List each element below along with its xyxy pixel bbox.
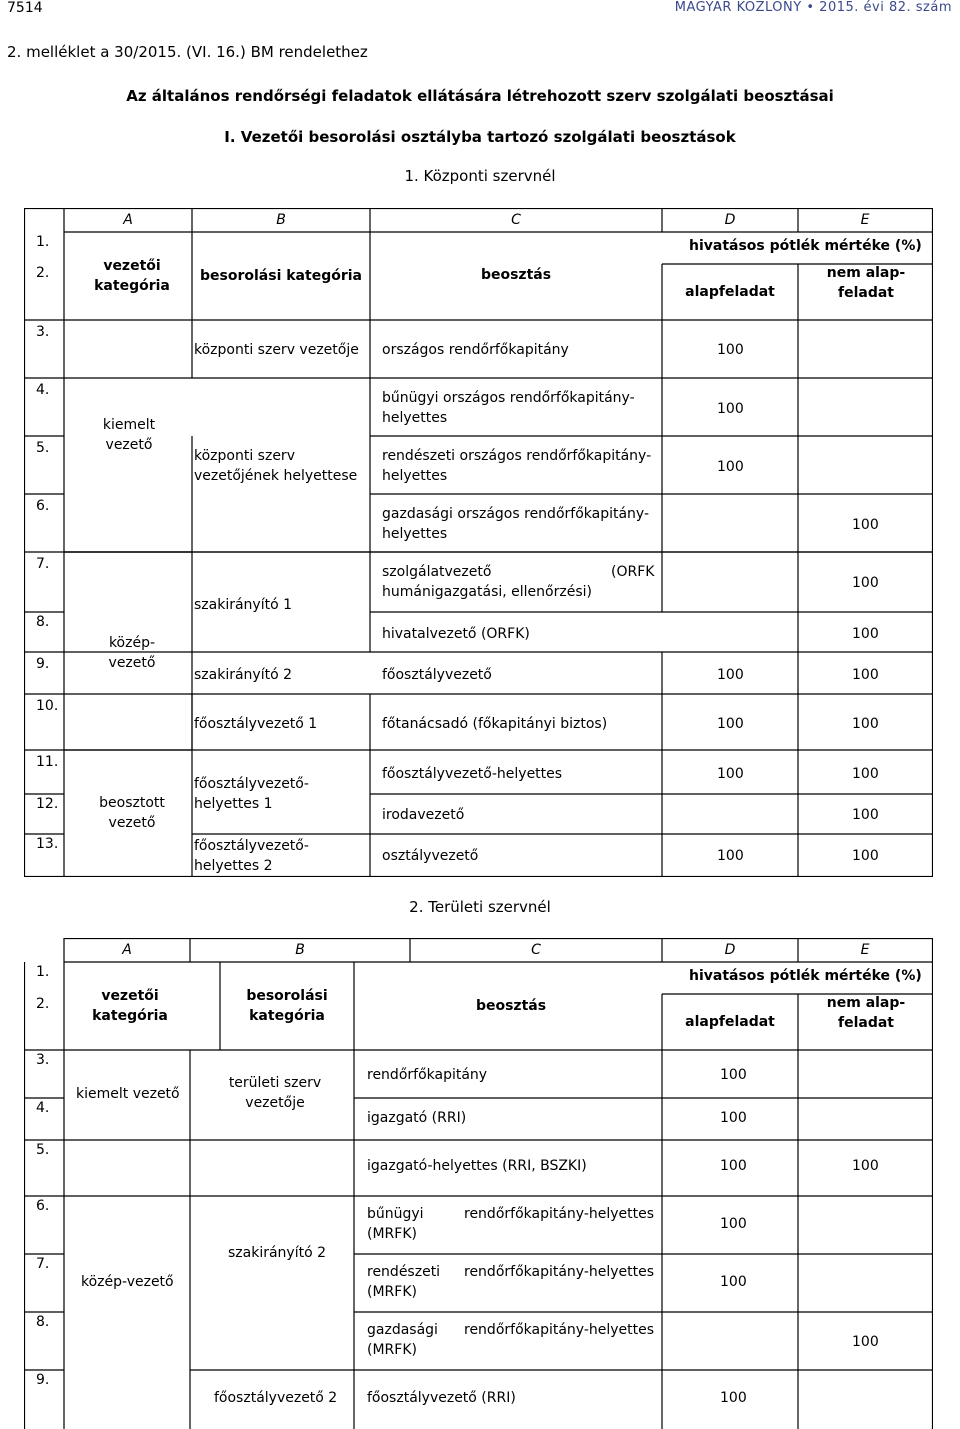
publication-name: MAGYAR KÖZLÖNY <box>674 0 802 15</box>
table1 <box>24 208 933 877</box>
page-number: 7514 <box>7 0 43 16</box>
col-letter-a: A <box>123 212 133 228</box>
cell-r7-c2: rendőrfőkapitány-helyettes <box>464 1264 655 1280</box>
cell-r4-d: 100 <box>717 401 744 417</box>
head-nem-alapfeladat: nem alap-feladat <box>826 995 906 1031</box>
head-potlek: hivatásos pótlék mértéke (%) <box>689 968 922 984</box>
row-number: 3. <box>36 324 50 340</box>
cell-r9-e: 100 <box>852 667 879 683</box>
cell-r7-c3: humánigazgatási, ellenőrzési) <box>382 584 592 600</box>
head-besorolasi-kategoria: besorolási kategória <box>200 268 362 284</box>
cell-r3-b: központi szerv vezetője <box>194 342 359 358</box>
row-number: 2. <box>36 265 50 281</box>
cell-r4-c: bűnügyi országos rendőrfőkapitány-helyettes <box>382 390 635 426</box>
cell-r8-e: 100 <box>852 626 879 642</box>
cell-r9-d: 100 <box>720 1390 747 1406</box>
cell-r13-c: osztályvezető <box>382 848 479 864</box>
cell-r7-d: 100 <box>720 1274 747 1290</box>
cell-r11-d: 100 <box>717 766 744 782</box>
col-letter-a: A <box>122 942 132 958</box>
cell-kiemelt-vezeto: kiemelt vezető <box>102 417 156 453</box>
cell-r3-c: rendőrfőkapitány <box>367 1067 488 1083</box>
cell-r4-c: igazgató (RRI) <box>367 1110 467 1126</box>
cell-r6-c2: rendőrfőkapitány-helyettes <box>464 1206 655 1222</box>
head-beosztas: beosztás <box>480 267 552 283</box>
head-beosztas: beosztás <box>475 998 547 1014</box>
bullet-separator: • <box>806 0 820 15</box>
cell-r5-e: 100 <box>852 1158 879 1174</box>
row-number: 6. <box>36 498 50 514</box>
cell-kozep-vezeto: közép-vezető <box>81 1274 174 1290</box>
head-potlek: hivatásos pótlék mértéke (%) <box>689 238 922 254</box>
cell-r10-e: 100 <box>852 716 879 732</box>
head-vezetoi-kategoria: vezetői kategória <box>92 988 168 1024</box>
col-letter-e: E <box>860 212 870 228</box>
cell-r3-c: országos rendőrfőkapitány <box>382 342 569 358</box>
cell-r4-d: 100 <box>720 1110 747 1126</box>
cell-r5-d: 100 <box>717 459 744 475</box>
issue-number: 2015. évi 82. szám <box>819 0 952 15</box>
row-number: 9. <box>36 656 50 672</box>
cell-r9-b: főosztályvezető 2 <box>214 1390 338 1406</box>
col-letter-e: E <box>860 942 870 958</box>
cell-r5-c: rendészeti országos rendőrfőkapitány-helyettes <box>382 448 652 484</box>
row-number: 7. <box>36 1256 50 1272</box>
row-number: 1. <box>36 234 50 250</box>
table2-caption: 2. Területi szervnél <box>409 898 551 916</box>
row-number: 13. <box>36 836 59 852</box>
col-letter-b: B <box>295 942 305 958</box>
cell-r9-d: 100 <box>717 667 744 683</box>
cell-r13-e: 100 <box>852 848 879 864</box>
table1-caption: 1. Központi szervnél <box>404 167 556 185</box>
head-besorolasi-kategoria: besorolási kategória <box>246 988 328 1024</box>
row-number: 9. <box>36 1372 50 1388</box>
row-number: 11. <box>36 754 59 770</box>
section-title: I. Vezetői besorolási osztályba tartozó szolgálati beosztások <box>224 128 736 146</box>
row-number: 2. <box>36 996 50 1012</box>
cell-r12-e: 100 <box>852 807 879 823</box>
row-number: 5. <box>36 440 50 456</box>
row-number: 12. <box>36 796 59 812</box>
cell-kozep-vezeto: közép-vezető <box>108 635 156 671</box>
row-number: 10. <box>36 698 59 714</box>
row-number: 3. <box>36 1052 50 1068</box>
cell-r13-b: főosztályvezető-helyettes 2 <box>194 838 309 874</box>
cell-r5-d: 100 <box>720 1158 747 1174</box>
annex-label: 2. melléklet a 30/2015. (VI. 16.) BM rendelethez <box>7 43 368 61</box>
cell-r8-c: hivatalvezető (ORFK) <box>382 626 530 642</box>
col-letter-d: D <box>724 942 736 958</box>
cell-r13-d: 100 <box>717 848 744 864</box>
cell-r8-c2: rendőrfőkapitány-helyettes <box>464 1322 655 1338</box>
row-number: 1. <box>36 964 50 980</box>
head-alapfeladat: alapfeladat <box>685 1014 775 1030</box>
cell-r7-c2: (ORFK <box>611 564 655 580</box>
row-number: 8. <box>36 1314 50 1330</box>
row-number: 6. <box>36 1198 50 1214</box>
cell-r8-c1: gazdasági <box>367 1322 438 1338</box>
head-alapfeladat: alapfeladat <box>685 284 775 300</box>
cell-kiemelt-vezeto: kiemelt vezető <box>76 1086 180 1102</box>
table2 <box>24 938 933 1429</box>
row-number: 4. <box>36 382 50 398</box>
cell-r9-c: főosztályvezető <box>382 667 492 683</box>
col-letter-c: C <box>511 212 521 228</box>
cell-r34-b: területi szerv vezetője <box>228 1075 322 1111</box>
cell-beosztott-vezeto: beosztott vezető <box>99 795 165 831</box>
row-number: 8. <box>36 614 50 630</box>
cell-r3-d: 100 <box>717 342 744 358</box>
row-number: 7. <box>36 556 50 572</box>
row-number: 4. <box>36 1100 50 1116</box>
cell-r10-d: 100 <box>717 716 744 732</box>
cell-r78-b: szakirányító 1 <box>194 597 293 613</box>
col-letter-c: C <box>531 942 541 958</box>
main-title: Az általános rendőrségi feladatok ellátására létrehozott szerv szolgálati beosztásai <box>126 87 834 105</box>
head-nem-alapfeladat: nem alap-feladat <box>826 265 906 301</box>
col-letter-b: B <box>276 212 286 228</box>
cell-r11-c: főosztályvezető-helyettes <box>382 766 563 782</box>
cell-r7-e: 100 <box>852 575 879 591</box>
cell-r1112-b: főosztályvezető-helyettes 1 <box>194 776 309 812</box>
cell-r8-e: 100 <box>852 1334 879 1350</box>
cell-r45-b: központi szerv vezetőjének helyettese <box>194 448 358 484</box>
cell-r3-d: 100 <box>720 1067 747 1083</box>
cell-r6-c1: bűnügyi <box>367 1206 424 1222</box>
cell-r10-b: főosztályvezető 1 <box>194 716 318 732</box>
col-letter-d: D <box>724 212 736 228</box>
cell-r11-e: 100 <box>852 766 879 782</box>
cell-r7-c1: szolgálatvezető <box>382 564 492 580</box>
publication-header <box>675 0 952 15</box>
cell-r6-e: 100 <box>852 517 879 533</box>
cell-r6-d: 100 <box>720 1216 747 1232</box>
head-vezetoi-kategoria: vezetői kategória <box>94 258 170 294</box>
cell-r6-c3: (MRFK) <box>367 1226 417 1242</box>
cell-r7-c1: rendészeti <box>367 1264 441 1280</box>
cell-r9-b: szakirányító 2 <box>194 667 293 683</box>
cell-r6-c: gazdasági országos rendőrfőkapitány-helyettes <box>382 506 650 542</box>
cell-r10-c: főtanácsadó (főkapitányi biztos) <box>382 716 608 732</box>
cell-r12-c: irodavezető <box>382 807 465 823</box>
cell-r9-c: főosztályvezető (RRI) <box>367 1390 516 1406</box>
cell-r68-b: szakirányító 2 <box>228 1245 327 1261</box>
cell-r7-c3: (MRFK) <box>367 1284 417 1300</box>
cell-r8-c3: (MRFK) <box>367 1342 417 1358</box>
row-number: 5. <box>36 1142 50 1158</box>
cell-r5-c: igazgató-helyettes (RRI, BSZKI) <box>367 1158 587 1174</box>
